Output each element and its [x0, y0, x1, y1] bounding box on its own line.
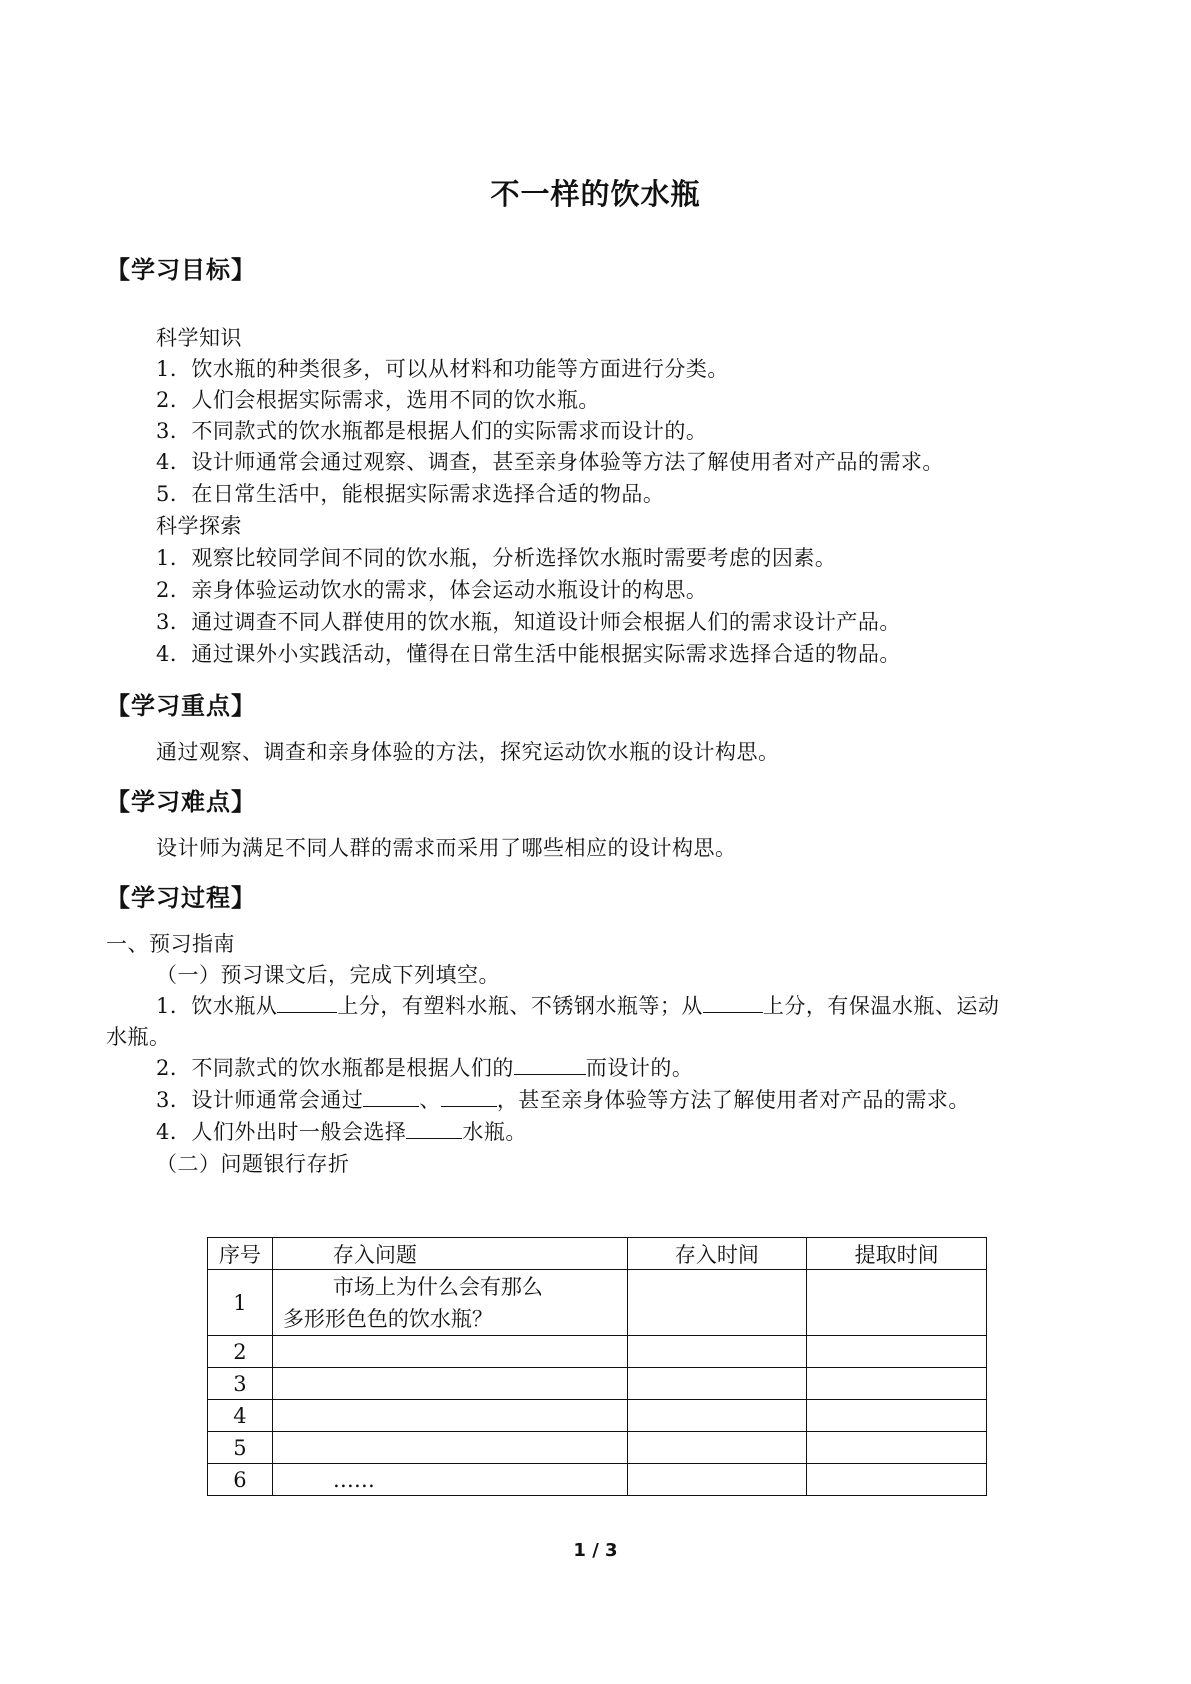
question-cell[interactable]: ……	[272, 1464, 627, 1496]
withdraw-time-cell[interactable]	[807, 1400, 987, 1432]
withdraw-time-cell[interactable]	[807, 1432, 987, 1464]
question-cell[interactable]	[272, 1336, 627, 1368]
withdraw-time-cell[interactable]	[807, 1270, 987, 1336]
header-number: 序号	[208, 1238, 273, 1270]
withdraw-time-cell[interactable]	[807, 1336, 987, 1368]
knowledge-item: 2．人们会根据实际需求，选用不同的饮水瓶。	[156, 388, 600, 412]
page-title: 不一样的饮水瓶	[490, 177, 701, 211]
row-number: 6	[208, 1464, 273, 1496]
fill-blank-question-2: 2．不同款式的饮水瓶都是根据人们的 而设计的。	[156, 1056, 694, 1080]
fill-blank-question-4: 4．人们外出时一般会选择 水瓶。	[156, 1120, 527, 1144]
answer-blank[interactable]	[277, 992, 337, 1013]
table-row	[208, 1368, 987, 1400]
row-number: 5	[208, 1432, 273, 1464]
inquiry-item: 3．通过调查不同人群使用的饮水瓶，知道设计师会根据人们的需求设计产品。	[156, 610, 901, 634]
knowledge-item: 5．在日常生活中，能根据实际需求选择合适的物品。	[156, 482, 665, 506]
withdraw-time-cell[interactable]	[807, 1368, 987, 1400]
answer-blank[interactable]	[406, 1118, 462, 1139]
answer-blank[interactable]	[363, 1086, 419, 1107]
answer-blank[interactable]	[703, 992, 763, 1013]
question-bank-table	[207, 1237, 987, 1496]
row-number: 2	[208, 1336, 273, 1368]
fill-blank-question-1-continued: 水瓶。	[106, 1025, 171, 1049]
key-point-text: 通过观察、调查和亲身体验的方法，探究运动饮水瓶的设计构思。	[156, 740, 780, 764]
header-deposit-time: 存入时间	[627, 1238, 807, 1270]
table-row	[208, 1336, 987, 1368]
answer-blank[interactable]	[514, 1054, 586, 1075]
withdraw-time-cell[interactable]	[807, 1464, 987, 1496]
table-row	[208, 1400, 987, 1432]
inquiry-label: 科学探索	[156, 514, 242, 538]
deposit-time-cell[interactable]	[627, 1336, 807, 1368]
objectives-heading: 【学习目标】	[106, 256, 256, 284]
table-header-row	[208, 1238, 987, 1270]
row-number: 3	[208, 1368, 273, 1400]
fill-blank-question-1: 1．饮水瓶从 上分，有塑料水瓶、不锈钢水瓶等；从 上分，有保温水瓶、运动	[156, 994, 1000, 1018]
preview-guide-label: 一、预习指南	[106, 932, 235, 956]
answer-blank[interactable]	[441, 1086, 497, 1107]
header-question: 存入问题	[272, 1238, 627, 1270]
page-indicator: 1 / 3	[573, 1540, 618, 1561]
question-cell[interactable]	[272, 1432, 627, 1464]
key-point-heading: 【学习重点】	[106, 692, 256, 720]
table-row	[208, 1464, 987, 1496]
fill-blank-question-3: 3．设计师通常会通过 、 ，甚至亲身体验等方法了解使用者对产品的需求。	[156, 1088, 970, 1112]
inquiry-item: 4．通过课外小实践活动，懂得在日常生活中能根据实际需求选择合适的物品。	[156, 642, 901, 666]
fill-blank-instruction: （一）预习课文后，完成下列填空。	[156, 963, 500, 987]
row-number: 4	[208, 1400, 273, 1432]
table-row	[208, 1432, 987, 1464]
table-row	[208, 1270, 987, 1336]
inquiry-item: 2．亲身体验运动饮水的需求，体会运动水瓶设计的构思。	[156, 578, 708, 602]
difficulty-text: 设计师为满足不同人群的需求而采用了哪些相应的设计构思。	[156, 836, 737, 860]
inquiry-item: 1．观察比较同学间不同的饮水瓶，分析选择饮水瓶时需要考虑的因素。	[156, 546, 837, 570]
deposit-time-cell[interactable]	[627, 1368, 807, 1400]
deposit-time-cell[interactable]	[627, 1270, 807, 1336]
difficulty-heading: 【学习难点】	[106, 788, 256, 816]
question-bank-label: （二）问题银行存折	[156, 1152, 350, 1176]
deposit-time-cell[interactable]	[627, 1400, 807, 1432]
header-withdraw-time: 提取时间	[807, 1238, 987, 1270]
knowledge-item: 3．不同款式的饮水瓶都是根据人们的实际需求而设计的。	[156, 419, 708, 443]
row-number: 1	[208, 1270, 273, 1336]
deposit-time-cell[interactable]	[627, 1464, 807, 1496]
question-cell[interactable]	[272, 1368, 627, 1400]
deposit-time-cell[interactable]	[627, 1432, 807, 1464]
knowledge-item: 4．设计师通常会通过观察、调查，甚至亲身体验等方法了解使用者对产品的需求。	[156, 450, 944, 474]
question-cell[interactable]	[272, 1400, 627, 1432]
knowledge-label: 科学知识	[156, 326, 242, 350]
process-heading: 【学习过程】	[106, 884, 256, 912]
knowledge-item: 1．饮水瓶的种类很多，可以从材料和功能等方面进行分类。	[156, 357, 729, 381]
question-cell[interactable]: 市场上为什么会有那么 多形形色色的饮水瓶？	[272, 1270, 627, 1336]
